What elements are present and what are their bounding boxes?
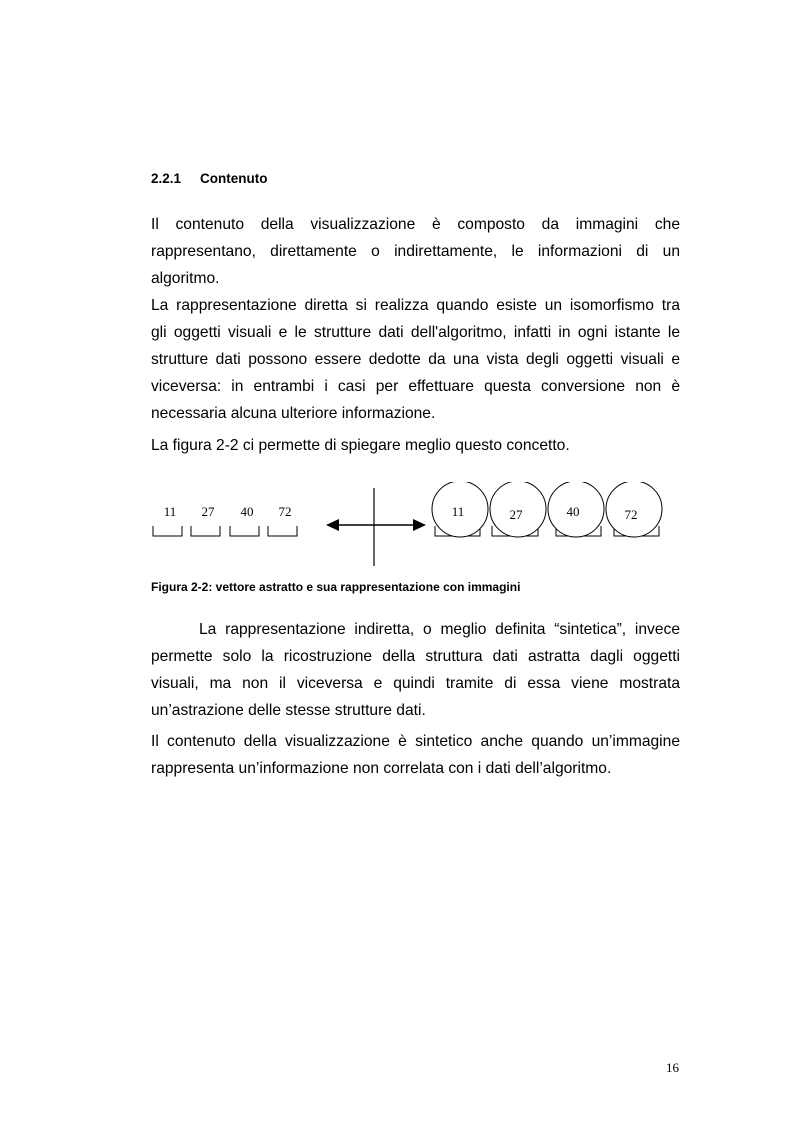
paragraph-line: un’astrazione delle stesse strutture dati. xyxy=(151,702,426,719)
abstract-value: 11 xyxy=(163,504,177,519)
vector-cell xyxy=(230,526,259,536)
page-number: 16 xyxy=(666,1060,679,1075)
paragraph-line: algoritmo. xyxy=(151,270,220,287)
paragraph-line: rappresenta un’informazione non correlata con i dati dell’algoritmo. xyxy=(151,760,612,777)
figure-caption: Figura 2-2: vettore astratto e sua rappresentazione con immagini xyxy=(151,580,521,594)
paragraph-3 xyxy=(151,432,680,459)
vector-cell xyxy=(191,526,220,536)
abstract-value: 72 xyxy=(278,504,292,519)
paragraph-line: necessaria alcuna ulteriore informazione. xyxy=(151,405,436,422)
abstract-vector xyxy=(153,504,297,536)
vector-cell xyxy=(153,526,182,536)
paragraph-line: gli oggetti visuali e le strutture dati dell'algoritmo, infatti in ogni istante le xyxy=(151,324,680,341)
abstract-value: 40 xyxy=(240,504,254,519)
image-value: 40 xyxy=(566,504,580,519)
paragraph-5 xyxy=(151,728,680,782)
paragraph-line: permette solo la ricostruzione della struttura dati astratta dagli oggetti xyxy=(151,648,680,665)
paragraph-line: La rappresentazione indiretta, o meglio definita “sintetica”, invece xyxy=(199,621,680,638)
paragraph-2 xyxy=(151,292,680,427)
paragraph-line: Il contenuto della visualizzazione è composto da immagini che xyxy=(151,216,680,233)
paragraph-line: rappresentano, direttamente o indirettamente, le informazioni di un xyxy=(151,243,680,260)
paragraph-line: La rappresentazione diretta si realizza quando esiste un isomorfismo tra xyxy=(151,297,680,314)
vector-cell xyxy=(268,526,297,536)
paragraph-line: visuali, ma non il viceversa e quindi tramite di essa viene mostrata xyxy=(151,675,680,692)
section-title: Contenuto xyxy=(200,171,268,186)
abstract-value: 27 xyxy=(201,504,215,519)
paragraph-4 xyxy=(151,616,680,724)
paragraph-line: Il contenuto della visualizzazione è sintetico anche quando un’immagine xyxy=(151,733,680,750)
figure-diagram xyxy=(140,482,680,572)
paragraph-line: viceversa: in entrambi i casi per effettuare questa conversione non è xyxy=(151,378,680,395)
paragraph-line: strutture dati possono essere dedotte da una vista degli oggetti visuali e xyxy=(151,351,680,368)
figure-2-2 xyxy=(140,482,680,572)
double-arrow xyxy=(326,488,426,566)
image-value: 27 xyxy=(509,507,523,522)
image-vector xyxy=(432,482,662,537)
section-heading xyxy=(151,171,267,186)
paragraph-line: La figura 2-2 ci permette di spiegare meglio questo concetto. xyxy=(151,437,570,454)
paragraph-1 xyxy=(151,211,680,292)
section-number: 2.2.1 xyxy=(151,171,182,186)
image-value: 11 xyxy=(451,504,465,519)
image-value: 72 xyxy=(624,507,638,522)
